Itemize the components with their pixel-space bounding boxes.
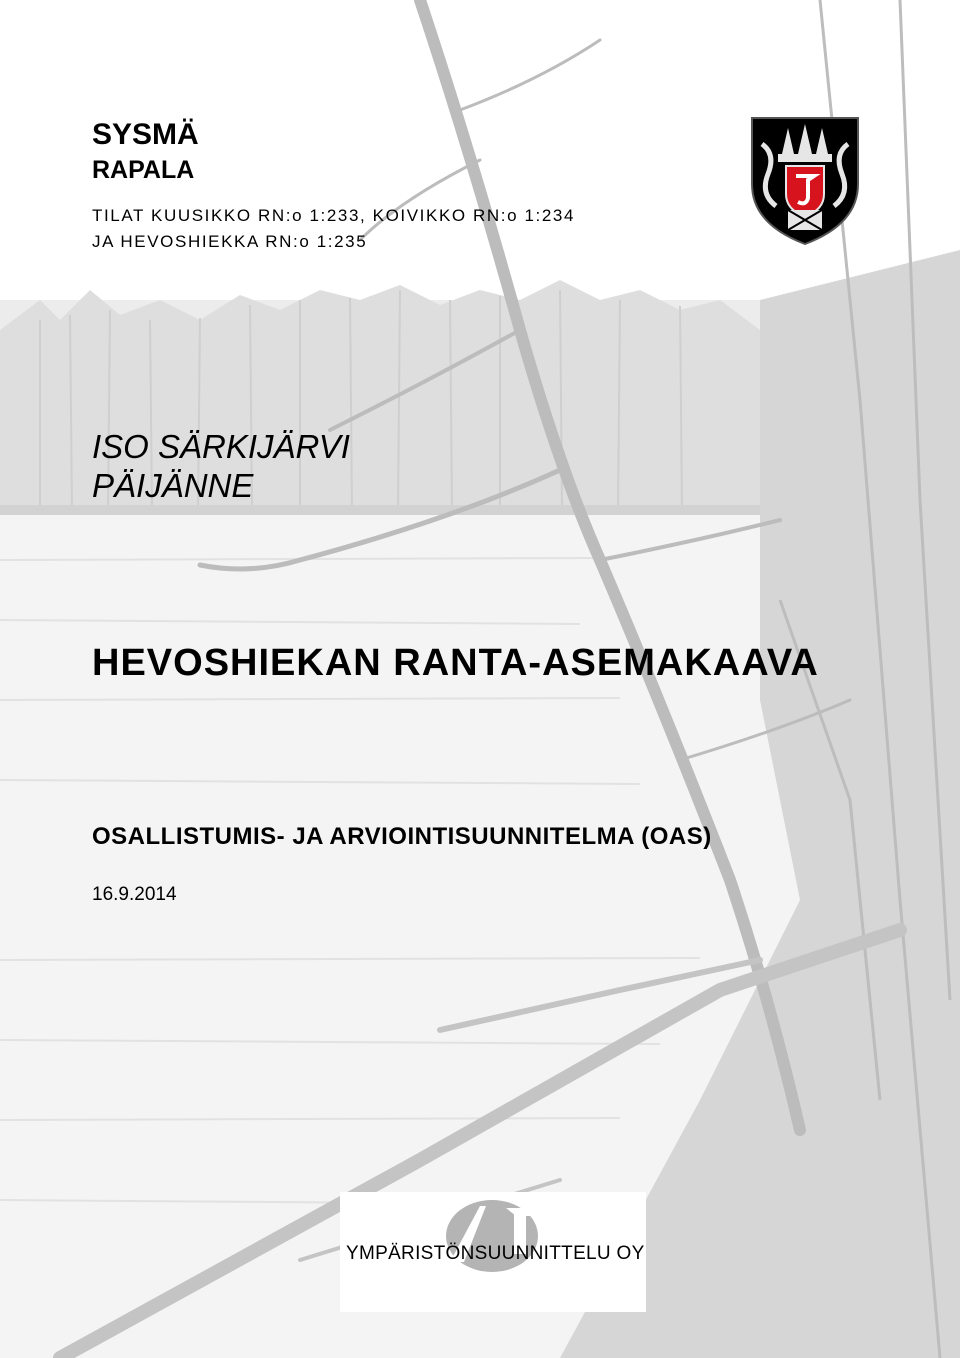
lake-region: PÄIJÄNNE <box>92 467 254 504</box>
consultant-name: YMPÄRISTÖNSUUNNITTELU OY <box>346 1243 645 1264</box>
property-list-line-1: TILAT KUUSIKKO RN:o 1:233, KOIVIKKO RN:o 1:234 <box>92 206 576 225</box>
lake-name: ISO SÄRKIJÄRVI <box>92 428 350 465</box>
coat-of-arms-icon <box>748 114 862 246</box>
municipality-name: SYSMÄ <box>92 118 199 151</box>
plan-title: HEVOSHIEKAN RANTA-ASEMAKAAVA <box>92 642 819 684</box>
property-list-line-2: JA HEVOSHIEKKA RN:o 1:235 <box>92 232 368 251</box>
document-date: 16.9.2014 <box>92 884 177 905</box>
village-name: RAPALA <box>92 156 195 184</box>
document-type: OSALLISTUMIS- JA ARVIOINTISUUNNITELMA (OAS) <box>92 823 712 850</box>
consultant-logo <box>340 1192 646 1312</box>
